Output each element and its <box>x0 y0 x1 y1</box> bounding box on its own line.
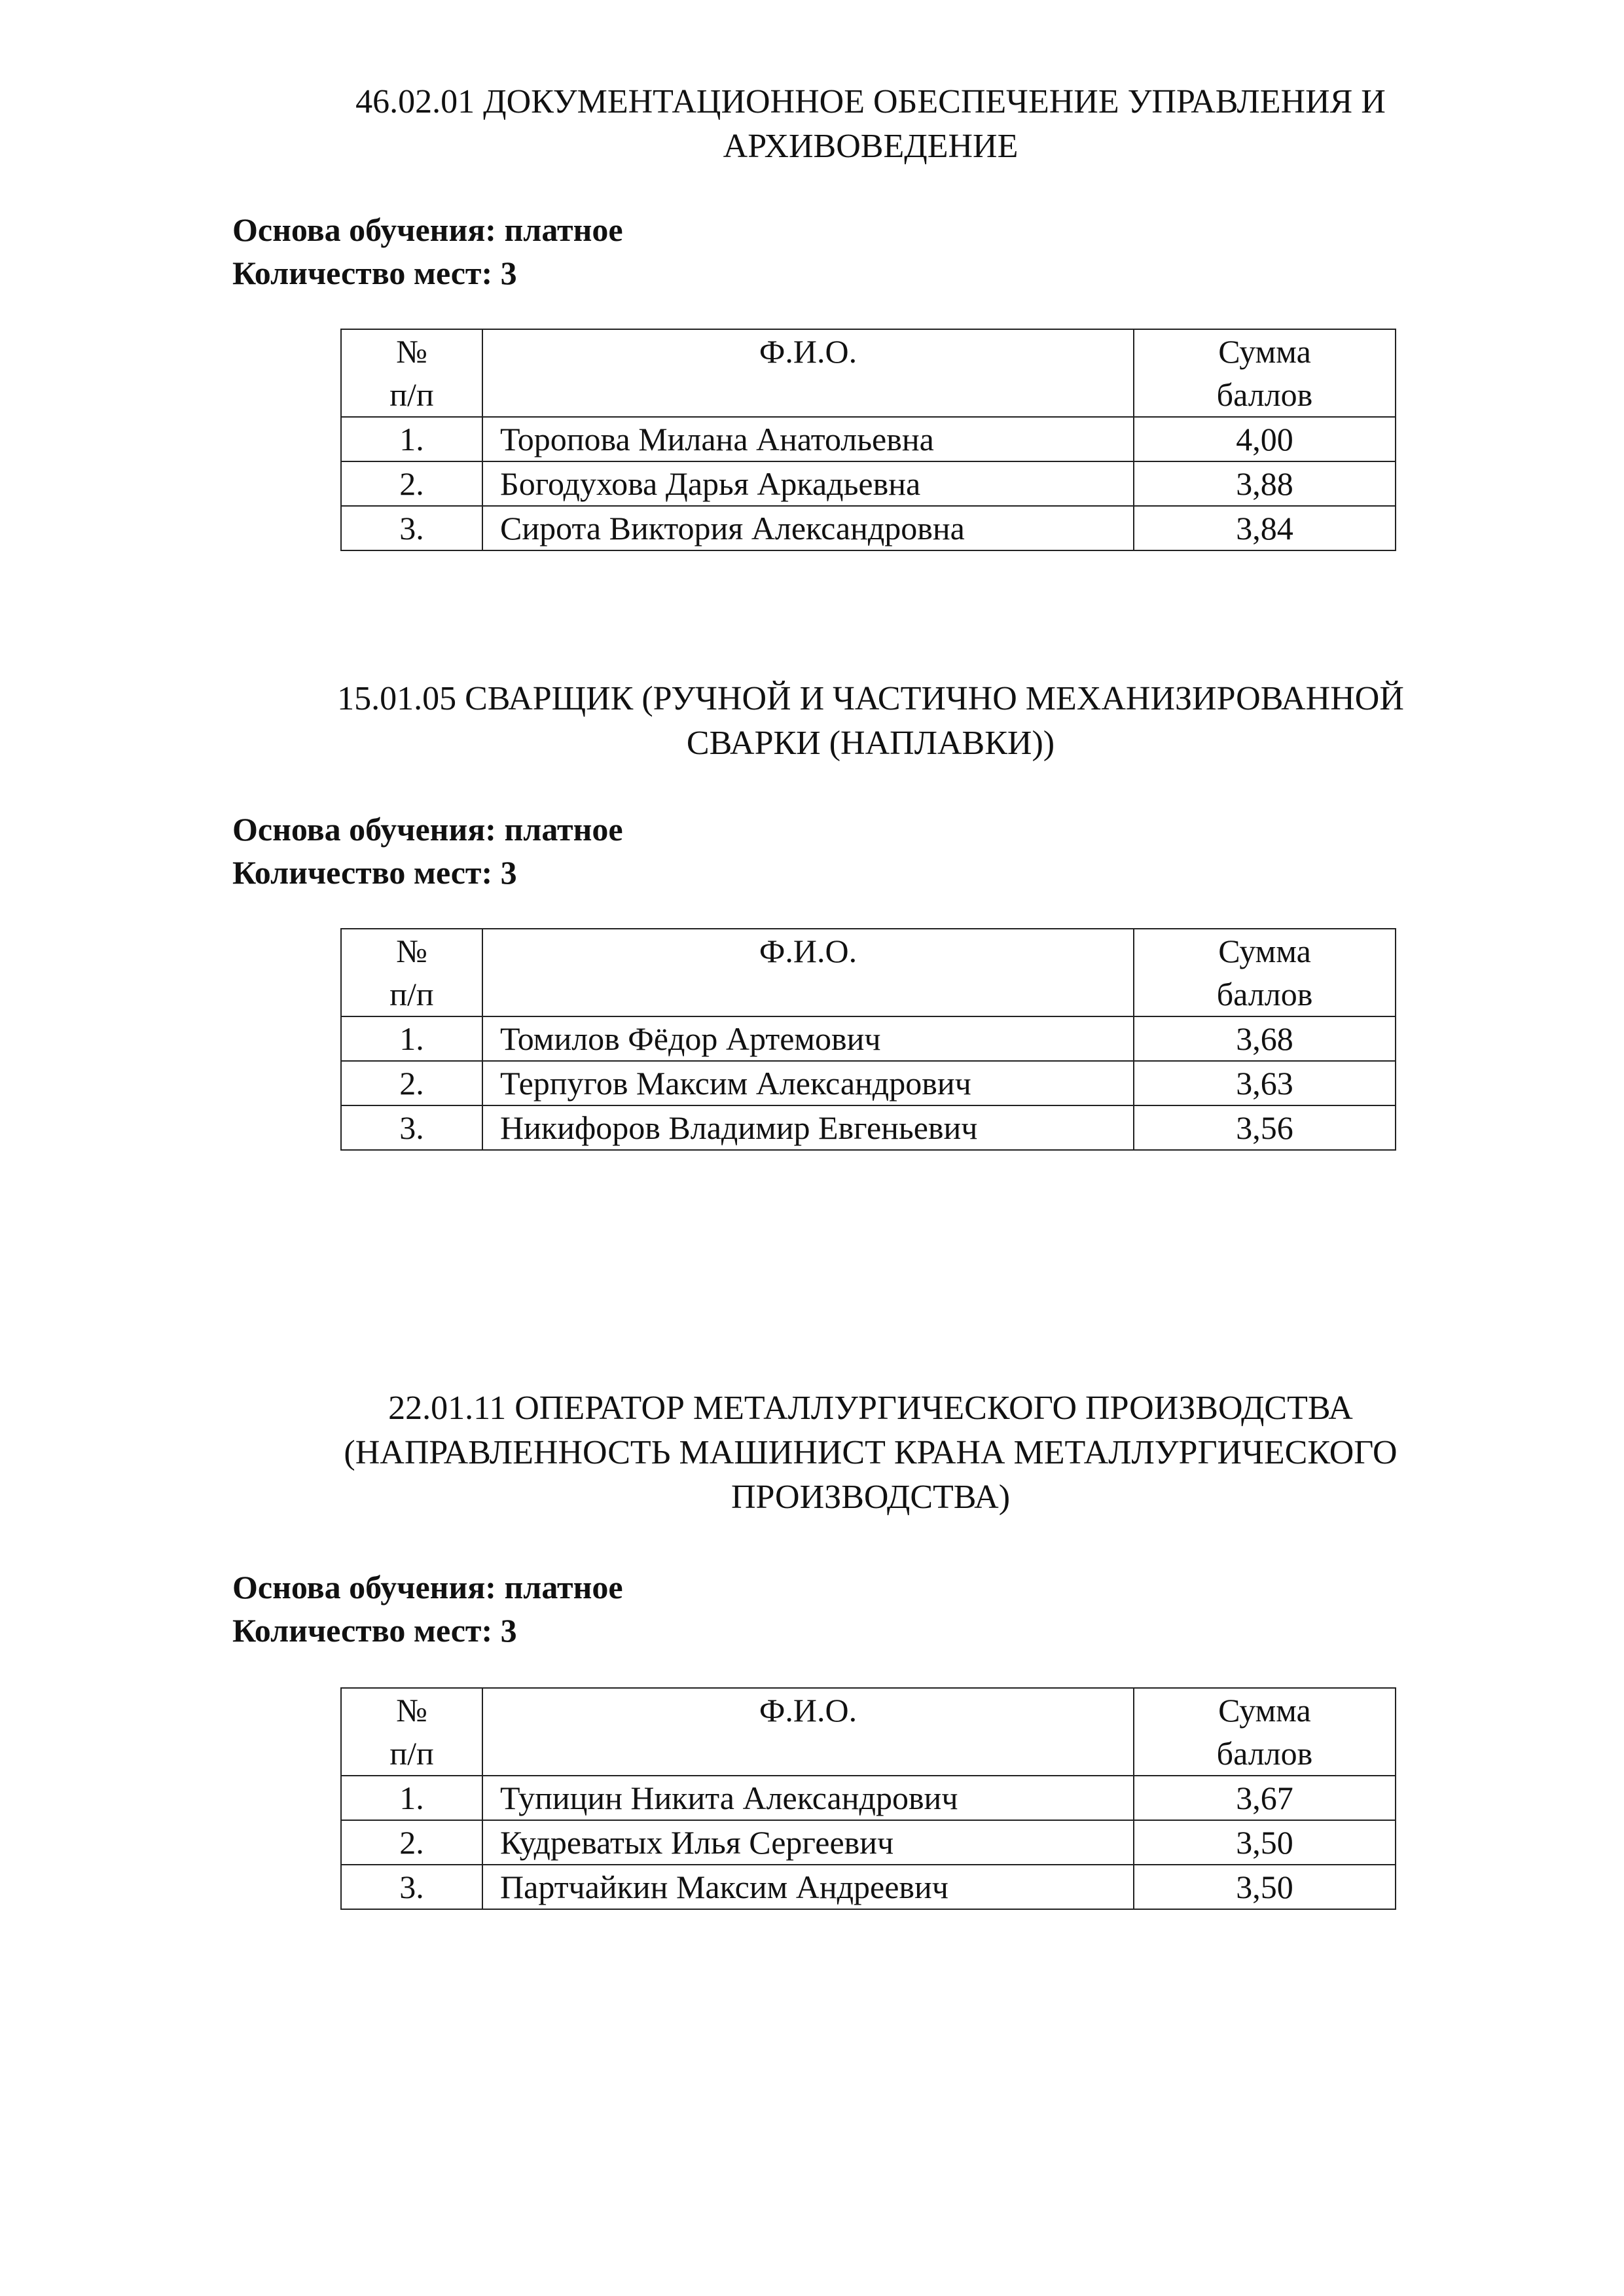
section-3-places: Количество мест: 3 <box>232 1612 517 1649</box>
section-2-title-line-2: СВАРКИ (НАПЛАВКИ)) <box>686 725 1055 762</box>
header-num-line-2: п/п <box>389 1735 434 1772</box>
section-1-places: Количество мест: 3 <box>232 255 517 291</box>
section-3-title-line-1: 22.01.11 ОПЕРАТОР МЕТАЛЛУРГИЧЕСКОГО ПРОИЗВОДСТВА <box>388 1390 1353 1427</box>
section-2-title-line-1: 15.01.05 СВАРЩИК (РУЧНОЙ И ЧАСТИЧНО МЕХАНИЗИРОВАННОЙ <box>337 680 1404 717</box>
header-score-line-1: Сумма <box>1218 933 1311 969</box>
row-score: 3,67 <box>1134 1776 1396 1820</box>
row-num: 1. <box>341 1016 482 1061</box>
row-num: 2. <box>341 461 482 506</box>
section-1-title <box>249 80 1492 169</box>
section-3-basis: Основа обучения: платное <box>232 1569 623 1605</box>
row-score: 3,56 <box>1134 1105 1396 1150</box>
header-num-line-1: № <box>396 1692 427 1729</box>
table-row <box>341 506 1396 550</box>
section-1-title-line-2: АРХИВОВЕДЕНИЕ <box>723 128 1019 165</box>
section-1-title-line-1: 46.02.01 ДОКУМЕНТАЦИОННОЕ ОБЕСПЕЧЕНИЕ УПРАВЛЕНИЯ И <box>355 83 1386 120</box>
table-header-row <box>341 1688 1396 1776</box>
header-num-line-2: п/п <box>389 976 434 1013</box>
row-name: Кудреватых Илья Сергеевич <box>482 1820 1134 1865</box>
row-name: Никифоров Владимир Евгеньевич <box>482 1105 1134 1150</box>
header-name: Ф.И.О. <box>482 1688 1134 1776</box>
row-num: 3. <box>341 1105 482 1150</box>
row-score: 4,00 <box>1134 417 1396 461</box>
row-name: Терпугов Максим Александрович <box>482 1061 1134 1105</box>
section-2-places: Количество мест: 3 <box>232 854 517 891</box>
header-score-line-1: Сумма <box>1218 333 1311 370</box>
row-name: Томилов Фёдор Артемович <box>482 1016 1134 1061</box>
row-num: 3. <box>341 506 482 550</box>
section-3-title-line-2: (НАПРАВЛЕННОСТЬ МАШИНИСТ КРАНА МЕТАЛЛУРГИЧЕСКОГО <box>344 1434 1398 1471</box>
header-score <box>1134 1688 1396 1776</box>
section-2-table <box>340 928 1396 1151</box>
row-num: 2. <box>341 1820 482 1865</box>
section-1-table <box>340 329 1396 551</box>
header-name: Ф.И.О. <box>482 329 1134 417</box>
section-2-title <box>249 677 1492 766</box>
row-score: 3,84 <box>1134 506 1396 550</box>
header-num <box>341 929 482 1016</box>
table-row <box>341 1865 1396 1909</box>
header-num <box>341 329 482 417</box>
header-score <box>1134 329 1396 417</box>
table-row <box>341 461 1396 506</box>
table-row <box>341 1061 1396 1105</box>
section-3-title <box>249 1386 1492 1520</box>
section-3-title-line-3: ПРОИЗВОДСТВА) <box>731 1479 1011 1516</box>
row-num: 1. <box>341 1776 482 1820</box>
row-num: 2. <box>341 1061 482 1105</box>
section-2-basis: Основа обучения: платное <box>232 811 623 848</box>
section-3-table <box>340 1687 1396 1910</box>
table-header-row <box>341 329 1396 417</box>
section-1-basis: Основа обучения: платное <box>232 211 623 248</box>
header-score-line-2: баллов <box>1216 376 1313 413</box>
row-name: Тупицин Никита Александрович <box>482 1776 1134 1820</box>
header-num-line-1: № <box>396 933 427 969</box>
table-row <box>341 1820 1396 1865</box>
header-score-line-2: баллов <box>1216 976 1313 1013</box>
header-num-line-2: п/п <box>389 376 434 413</box>
row-score: 3,88 <box>1134 461 1396 506</box>
table-row <box>341 1016 1396 1061</box>
header-score-line-1: Сумма <box>1218 1692 1311 1729</box>
row-name: Партчайкин Максим Андреевич <box>482 1865 1134 1909</box>
header-name: Ф.И.О. <box>482 929 1134 1016</box>
row-score: 3,50 <box>1134 1865 1396 1909</box>
row-num: 3. <box>341 1865 482 1909</box>
row-score: 3,63 <box>1134 1061 1396 1105</box>
table-row <box>341 417 1396 461</box>
row-name: Торопова Милана Анатольевна <box>482 417 1134 461</box>
row-num: 1. <box>341 417 482 461</box>
row-name: Богодухова Дарья Аркадьевна <box>482 461 1134 506</box>
header-score-line-2: баллов <box>1216 1735 1313 1772</box>
header-num <box>341 1688 482 1776</box>
row-score: 3,50 <box>1134 1820 1396 1865</box>
table-header-row <box>341 929 1396 1016</box>
header-num-line-1: № <box>396 333 427 370</box>
header-score <box>1134 929 1396 1016</box>
row-name: Сирота Виктория Александровна <box>482 506 1134 550</box>
row-score: 3,68 <box>1134 1016 1396 1061</box>
table-row <box>341 1776 1396 1820</box>
table-row <box>341 1105 1396 1150</box>
